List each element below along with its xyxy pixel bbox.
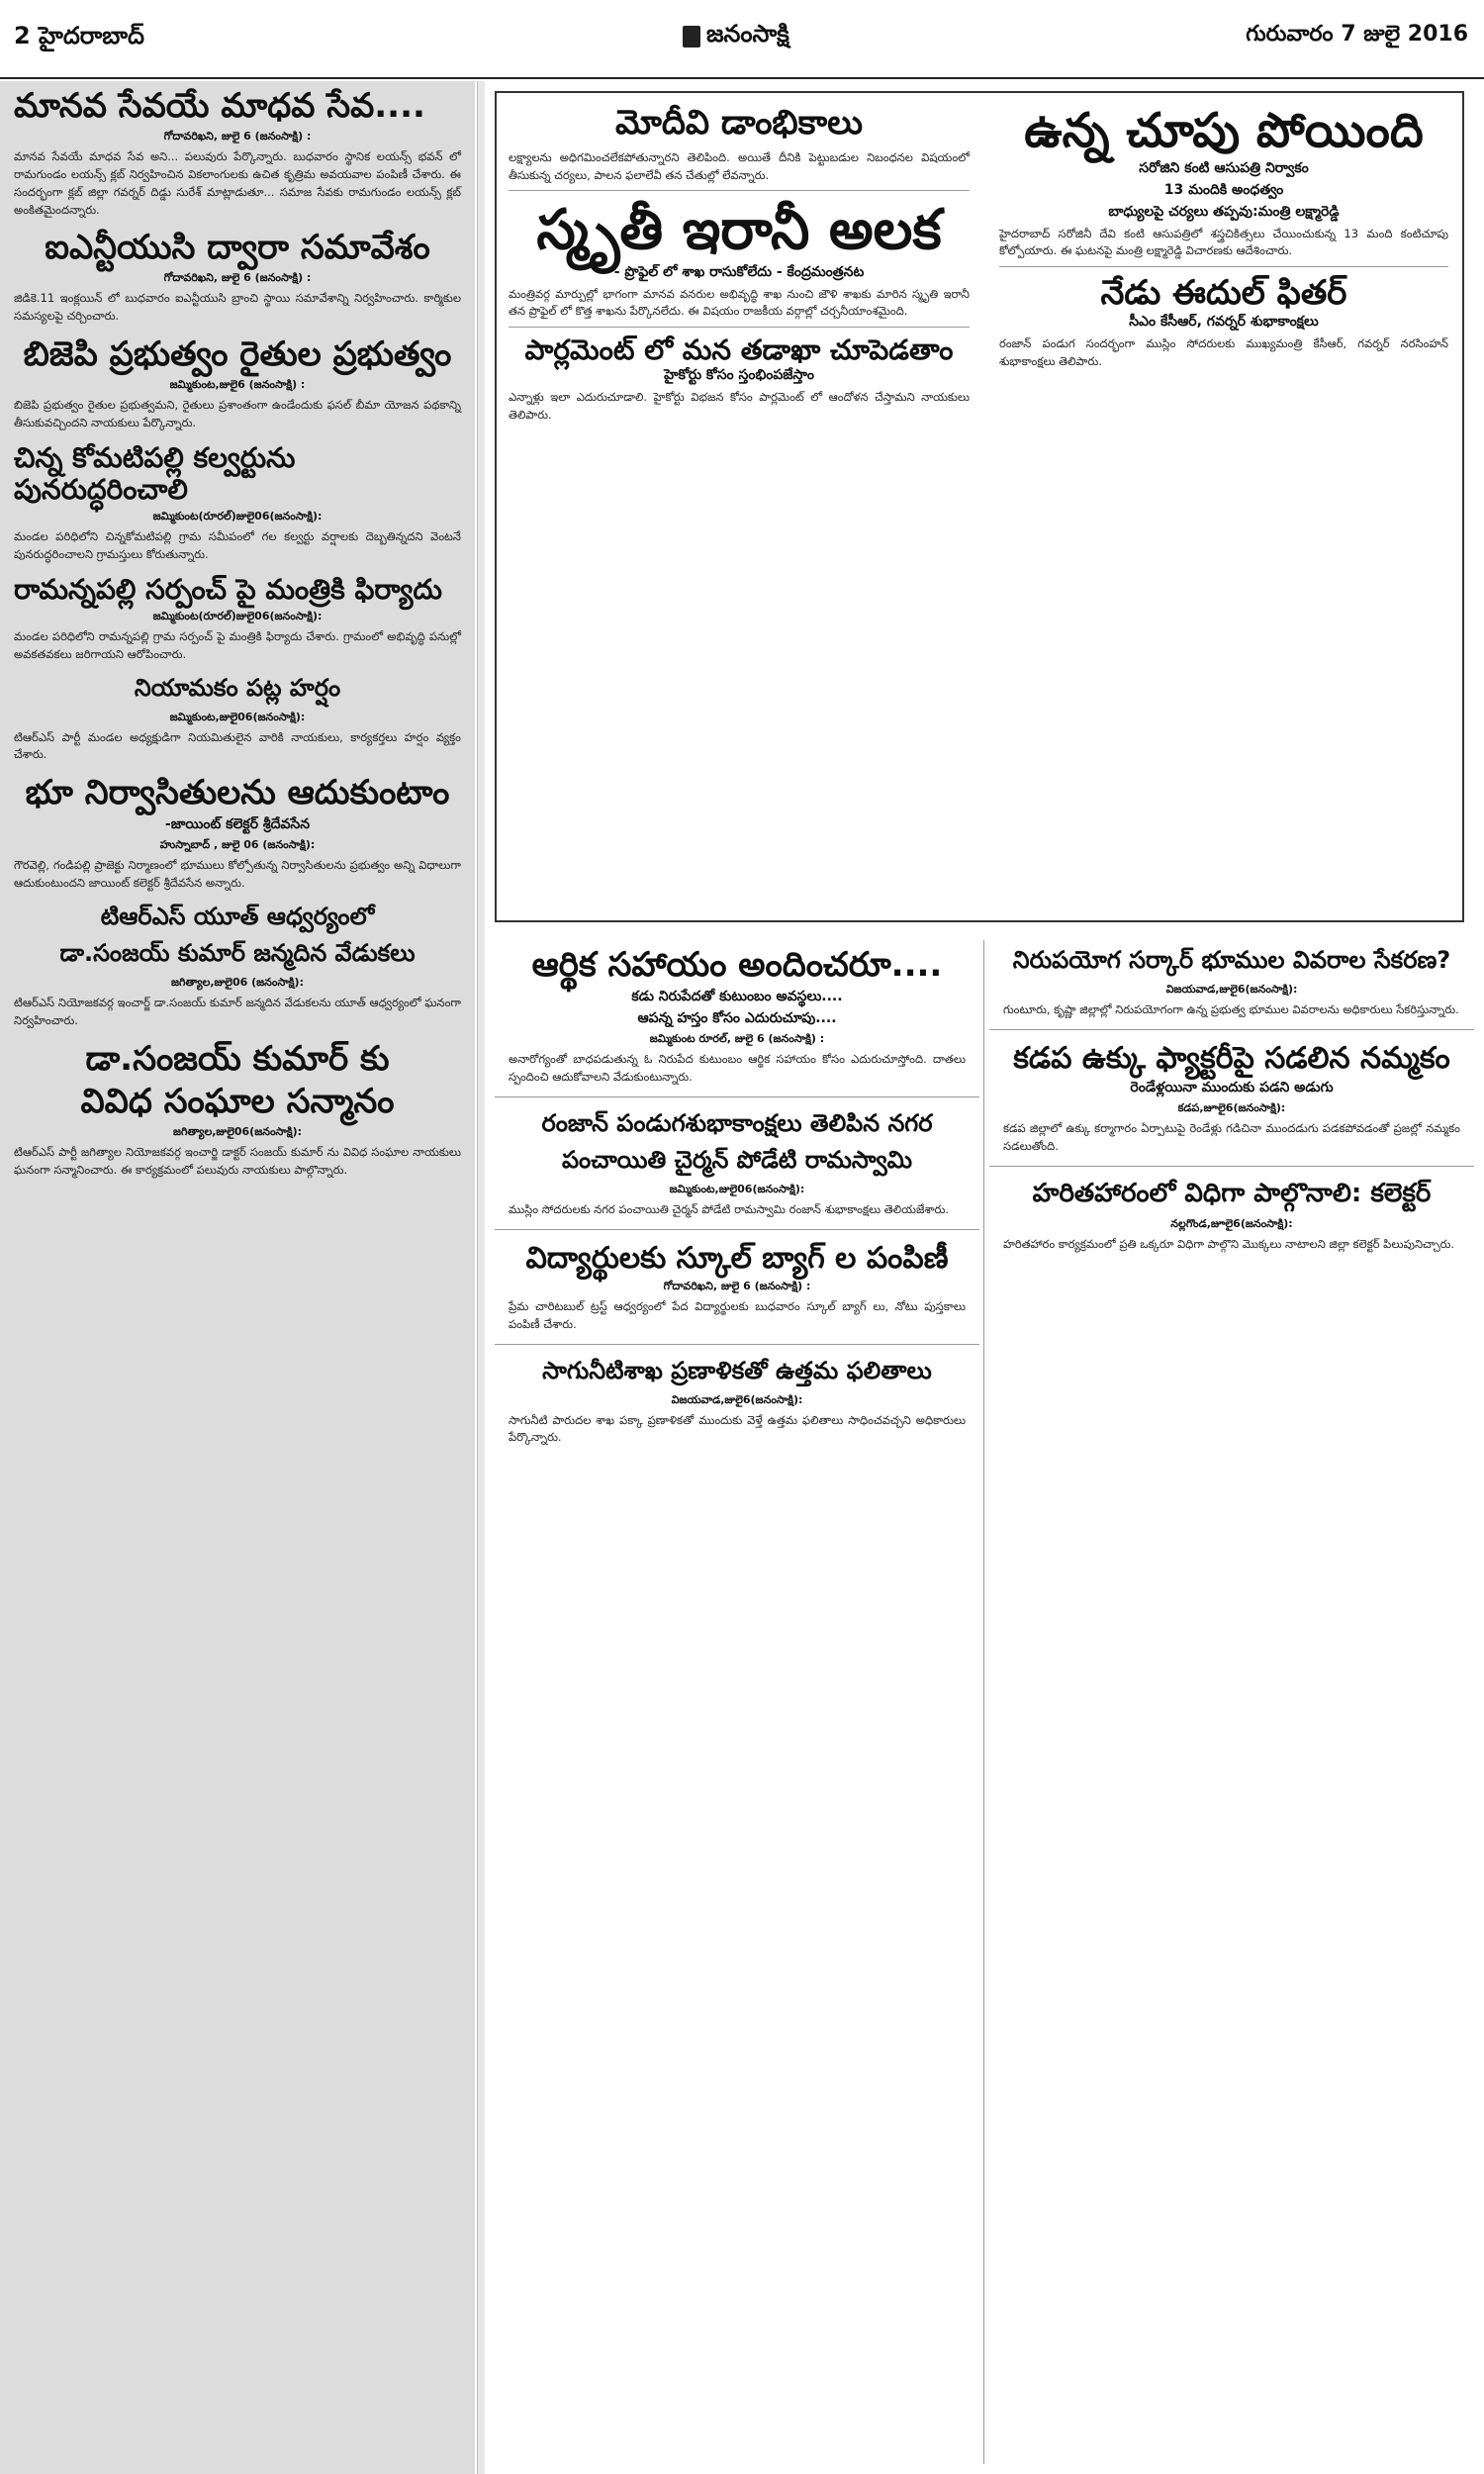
article-eid <box>999 273 1448 370</box>
paper-logo <box>683 20 789 53</box>
dateline: జమ్మికుంట,జులై06(జనంసాక్షి): <box>169 710 306 723</box>
article-body: హరితహారం కార్యక్రమంలో ప్రతి ఒక్కరూ విధిగా పాల్గొని మొక్కలు నాటాలని జిల్లా కలెక్టర్ పిలుపునిచ్చారు. <box>1003 1236 1455 1251</box>
article-kadapa-steel <box>989 1036 1474 1160</box>
article-bjp <box>0 330 475 436</box>
divider <box>989 1029 1474 1030</box>
article-subtitle: కడు నిరుపేదతో కుటుంబం అవస్థలు.... <box>631 989 843 1005</box>
article-felicitation <box>0 1034 475 1184</box>
dateline: విజయవాడ,జులై6(జనంసాక్షి): <box>671 1392 803 1406</box>
box-left <box>497 93 981 920</box>
issue-date: గురువారం 7 జులై 2016 <box>1246 22 1468 47</box>
article-body: మంత్రివర్గ మార్పుల్లో భాగంగా మానవ వనరుల అభివృద్ధి శాఖ నుంచి జౌళి శాఖకు మారిన స్మృతి ఇరానీ తన ప్రొఫైల్ లో కొత్త శాఖను పేర్కొనలేదు. ఈ విషయం రాజకీయ వర్గాల్లో చర్చనీయాంశమైంది. <box>509 286 970 319</box>
article-sarpanch <box>0 568 475 668</box>
article-body: లక్ష్యాలను అధిగమించలేకపోతున్నారని తెలిపింది. అయితే దీనికి పెట్టుబడుల నిబంధనల విషయంలో తీసుకున్న చర్యలు, పాలన ఫలాలేవీ తన చేతుల్లో లేవన్నారు. <box>509 149 970 182</box>
article-title-line2: వివిధ సంఘాల సన్మానం <box>80 1081 395 1121</box>
article-ramzan <box>495 1103 979 1223</box>
right-column <box>989 940 1474 2474</box>
article-body: టిఆర్ఎస్ పార్టీ జగిత్యాల నియోజకవర్గ ఇంచార్జి డాక్టర్ సంజయ్ కుమార్ ను వివిధ సంఘాల నాయకులు ఘనంగా సన్మానించారు. ఈ కార్యక్రమంలో పలువురు నాయకులు పాల్గొన్నారు. <box>14 1144 461 1177</box>
page-city: 2 హైదరాబాద్ <box>14 22 144 49</box>
article-body: ముస్లిం సోదరులకు నగర పంచాయితి చైర్మన్ పోడేటి రామస్వామి రంజాన్ శుభాకాంక్షలు తెలియజేశారు. <box>509 1201 949 1216</box>
article-body: గౌరవెల్లి, గండిపల్లి ప్రాజెక్టు నిర్మాణంలో భూములు కోల్పోతున్న నిర్వాసితులను ప్రభుత్వం అన్ని విధాలుగా ఆదుకుంటుందని జాయింట్ కలెక్టర్ శ్రీదేవసేన అన్నారు. <box>14 858 461 891</box>
article-intuc <box>0 223 475 330</box>
article-title: స్మృతీ ఇరానీ అలక <box>536 198 942 263</box>
dateline: జమ్మికుంట(రూరల్)జులై06(జనంసాక్షి): <box>152 510 323 523</box>
article-manava-seva <box>0 81 475 223</box>
article-title: రామన్నపల్లి సర్పంచ్ పై మంత్రికి ఫిర్యాదు <box>14 572 442 606</box>
dateline: గోదావరిఖని, జులై 6 (జనంసాక్షి) : <box>663 1280 811 1293</box>
article-title: పార్లమెంట్ లో మన తడాఖా చూపెడతాం <box>524 333 954 367</box>
article-title-line2: పంచాయితి చైర్మన్ పోడేటి రామస్వామి <box>561 1145 913 1174</box>
article-body: జిడికె.11 ఇంక్లయిన్ లో బుధవారం ఐఎన్టీయుసి బ్రాంచి స్థాయి సమావేశాన్ని నిర్వహించారు. కార్మికుల సమస్యలపై చర్చించారు. <box>14 291 461 324</box>
divider <box>495 1229 979 1230</box>
article-subtitle: రెండేళ్లయినా ముందుకు పడని అడుగు <box>1130 1080 1334 1096</box>
masthead <box>0 0 1484 79</box>
divider <box>999 266 1448 267</box>
dateline: జగిత్యాల,జులై06 (జనంసాక్షి): <box>171 975 304 989</box>
article-body: మండల పరిధిలోని చిన్నకోమటిపల్లి గ్రామ సమీపంలో గల కల్వర్టు వర్షాలకు దెబ్బతిన్నదని వెంటనే పునరుద్ధరించాలని గ్రామస్తులు కోరుతున్నారు. <box>14 529 461 561</box>
paper-name: జనంసాక్షి <box>706 20 789 48</box>
article-title: నిరుపయోగ సర్కార్ భూముల వివరాల సేకరణ? <box>1012 946 1451 974</box>
article-title: మానవ సేవయే మాధవ సేవ.... <box>14 86 425 126</box>
article-body: ప్రేమ చారిటబుల్ ట్రస్ట్ ఆధ్వర్యంలో పేద విద్యార్థులకు బుధవారం స్కూల్ బ్యాగ్ లు, నోటు పుస్తకాలు పంపిణీ చేశారు. <box>509 1299 966 1331</box>
article-title: ఆర్థిక సహాయం అందించరూ.... <box>531 945 943 985</box>
dateline: హుస్నాబాద్ , జులై 06 (జనంసాక్షి): <box>159 838 316 852</box>
article-body: మానవ సేవయే మాధవ సేవ అని... పలువురు పేర్కొన్నారు. బుధవారం స్థానిక లయన్స్ భవన్ లో రామగుండం లయన్స్ క్లబ్ నిర్వహించిన వికలాంగులకు ఉచిత కృత్రిమ అవయవాల పంపిణీ చేశారు. ఈ సందర్భంగా క్లబ్ జిల్లా గవర్నర్ దిడ్డు సురేశ్ మాట్లాడుతూ... సమాజ సేవకు రామగుండం లయన్స్ క్లబ్ అంకితమైందన్నారు. <box>14 149 461 217</box>
article-subtitle-3: బాధ్యులపై చర్యలు తప్పవు:మంత్రి లక్ష్మారెడ్డి <box>1108 203 1340 220</box>
divider <box>509 327 970 328</box>
dateline: నల్లగొండ,జూలై6(జనంసాక్షి): <box>1170 1216 1293 1230</box>
article-title: రంజాన్ పండుగశుభాకాంక్షలు తెలిపిన నగర <box>541 1108 933 1137</box>
top-boxed-section <box>495 91 1464 922</box>
article-title: విద్యార్థులకు స్కూల్ బ్యాగ్ ల పంపిణీ <box>525 1240 949 1276</box>
article-parliament <box>509 333 970 424</box>
dateline: జమ్మికుంట,జులై06(జనంసాక్షి): <box>669 1182 805 1195</box>
article-subtitle: సీఎం కేసీఆర్, గవర్నర్ శుభాకాంక్షలు <box>1129 314 1319 331</box>
article-haritha-haram <box>989 1173 1474 1258</box>
article-body: కడప జిల్లాలో ఉక్కు కర్మాగారం ఏర్పాటుపై రెండేళ్లు గడిచినా ముందడుగు పడకపోవడంతో ప్రజల్లో నమ్మకం సడలుతోంది. <box>1003 1121 1460 1154</box>
article-title: బిజెపి ప్రభుత్వం రైతుల ప్రభుత్వం <box>23 334 452 375</box>
article-trs-youth <box>0 897 475 1034</box>
divider <box>495 1096 979 1097</box>
box-right <box>985 93 1462 920</box>
article-body: బిజెపి ప్రభుత్వం రైతుల ప్రభుత్వమని, రైతులు ప్రశాంతంగా ఉండేందుకు ఫసల్ బీమా యోజన పథకాన్ని తీసుకువచ్చిందని నాయకులు పేర్కొన్నారు. <box>14 398 461 429</box>
dateline: జమ్మికుంట(రూరల్)జులై06(జనంసాక్షి): <box>152 609 323 622</box>
dateline: జగిత్యాల,జులై06(జనంసాక్షి): <box>172 1124 303 1138</box>
column-divider <box>477 81 485 2474</box>
article-body: హైదరాబాద్ సరోజినీ దేవి కంటి ఆసుపత్రిలో శస్త్రచికిత్సలు చేయించుకున్న 13 మంది కంటిచూపు కోల్పోయారు. ఈ ఘటనపై మంత్రి లక్ష్మారెడ్డి విచారణకు ఆదేశించారు. <box>999 226 1448 258</box>
article-eye-hospital <box>999 103 1448 260</box>
dateline: జమ్మికుంట రూరల్, జులై 6 (జనంసాక్షి) : <box>649 1032 825 1046</box>
article-subtitle: హైకోర్టు కోసం స్తంభింపజేస్తాం <box>664 366 814 383</box>
divider <box>989 1166 1474 1167</box>
article-body: అనారోగ్యంతో బాధపడుతున్న ఓ నిరుపేద కుటుంబం ఆర్థిక సహాయం కోసం ఎదురుచూస్తోంది. దాతలు స్పందించి ఆదుకోవాలని వేడుకుంటున్నారు. <box>509 1052 966 1084</box>
divider <box>495 1344 979 1345</box>
article-title: నియామకం పట్ల హర్షం <box>134 673 341 702</box>
article-govt-lands <box>989 940 1474 1023</box>
article-body: మండల పరిధిలోని రామన్నపల్లి గ్రామ సర్పంచ్ పై మంత్రికి ఫిర్యాదు చేశారు. గ్రామంలో అభివృద్ధి పనుల్లో అవకతవకలు జరిగాయని ఆరోపించారు. <box>14 628 461 661</box>
article-body: ఎన్నాళ్లు ఇలా ఎదురుచూడాలి. హైకోర్టు విభజన కోసం పార్లమెంట్ లో ఆందోళన చేస్తామని నాయకులు తెలిపారు. <box>509 389 970 422</box>
article-appointment <box>0 668 475 769</box>
article-title: మోదీవి డాంభికాలు <box>614 103 863 143</box>
article-title: భూ నిర్వాసితులను ఆదుకుంటాం <box>25 773 450 813</box>
article-title: హరితహారంలో విధిగా పాల్గొనాలి: కలెక్టర్ <box>1032 1178 1432 1208</box>
dateline: కడప,జూలై6(జనంసాక్షి): <box>1177 1101 1286 1115</box>
dateline: విజయవాడ,జులై6(జనంసాక్షి): <box>1165 983 1298 996</box>
article-title: సాగునీటిశాఖ ప్రణాళికతో ఉత్తమ ఫలితాలు <box>542 1356 932 1384</box>
article-body: టిఆర్ఎస్ నియోజకవర్గ ఇంచార్జ్ డా.సంజయ్ కుమార్ జన్మదిన వేడుకలను యూత్ ఆధ్వర్యంలో ఘనంగా నిర్వహించారు. <box>14 995 461 1027</box>
article-title: చిన్న కోమటిపల్లి కల్వర్టును పునరుద్ధరించాలి <box>14 440 296 506</box>
article-modi <box>509 103 970 184</box>
article-subtitle-2: 13 మందికి అంధత్వం <box>1163 181 1284 198</box>
article-title: డా.సంజయ్ కుమార్ కు <box>85 1038 390 1079</box>
article-title: ఉన్న చూపు పోయింది <box>1024 103 1424 158</box>
article-subtitle: -జాయింట్ కలెక్టర్ శ్రీదేవసేన <box>164 816 311 833</box>
article-title: ఐఎన్టీయుసి ద్వారా సమావేశం <box>45 228 430 268</box>
article-subtitle: - ప్రొఫైల్ లో శాఖ రాసుకోలేదు - కేంద్రమంత్రనట <box>613 263 865 280</box>
dateline: జమ్మికుంట,జులై6 (జనంసాక్షి) : <box>169 378 306 392</box>
article-body: సాగునీటి పారుదల శాఖ పక్కా ప్రణాళికతో ముందుకు వెళ్తే ఉత్తమ ఫలితాలు సాధించవచ్చని అధికారులు పేర్కొన్నారు. <box>509 1412 966 1445</box>
article-body: రంజాన్ పండుగ సందర్భంగా ముస్లిం సోదరులకు ముఖ్యమంత్రి కేసీఆర్, గవర్నర్ నరసింహన్ శుభాకాంక్షలు తెలిపారు. <box>999 336 1448 368</box>
article-smriti <box>509 197 970 321</box>
article-body: టిఆర్ఎస్ పార్టీ మండల అధ్యక్షుడిగా నియమితులైన వారికి నాయకులు, కార్యకర్తలు హర్షం వ్యక్తం చేశారు. <box>14 729 461 762</box>
column-divider <box>983 940 984 2464</box>
dateline: గోదావరిఖని, జులై 6 (జనంసాక్షి) : <box>163 130 312 143</box>
article-financial-aid <box>495 940 979 1091</box>
dateline: గోదావరిఖని, జులై 6 (జనంసాక్షి) : <box>163 271 312 285</box>
middle-column <box>495 940 979 2474</box>
article-irrigation <box>495 1351 979 1452</box>
article-school-bags <box>495 1236 979 1338</box>
newspaper-logo-icon <box>683 26 700 48</box>
article-body: గుంటూరు, కృష్ణా జిల్లాల్లో నిరుపయోగంగా ఉన్న ప్రభుత్వ భూముల వివరాలను అధికారులు సేకరిస్తున్నారు. <box>1003 1002 1459 1016</box>
article-title: కడప ఉక్కు ఫ్యాక్టరీపై సడలిన నమ్మకం <box>1013 1040 1450 1076</box>
article-title-line2: డా.సంజయ్ కుమార్ జన్మదిన వేడుకలు <box>59 938 416 967</box>
article-culvert <box>0 436 475 568</box>
article-subtitle-2: ఆపన్న హస్తం కోసం ఎదురుచూపు.... <box>637 1010 837 1027</box>
article-subtitle: సరోజిని కంటి ఆసుపత్రి నిర్వాకం <box>1139 159 1309 176</box>
article-title: నేడు ఈదుల్ ఫితర్ <box>1100 273 1347 314</box>
left-column <box>0 81 475 2474</box>
divider <box>509 190 970 191</box>
article-title: టిఆర్ఎస్ యూత్ ఆధ్వర్యంలో <box>100 902 375 930</box>
article-land-evictees <box>0 768 475 897</box>
